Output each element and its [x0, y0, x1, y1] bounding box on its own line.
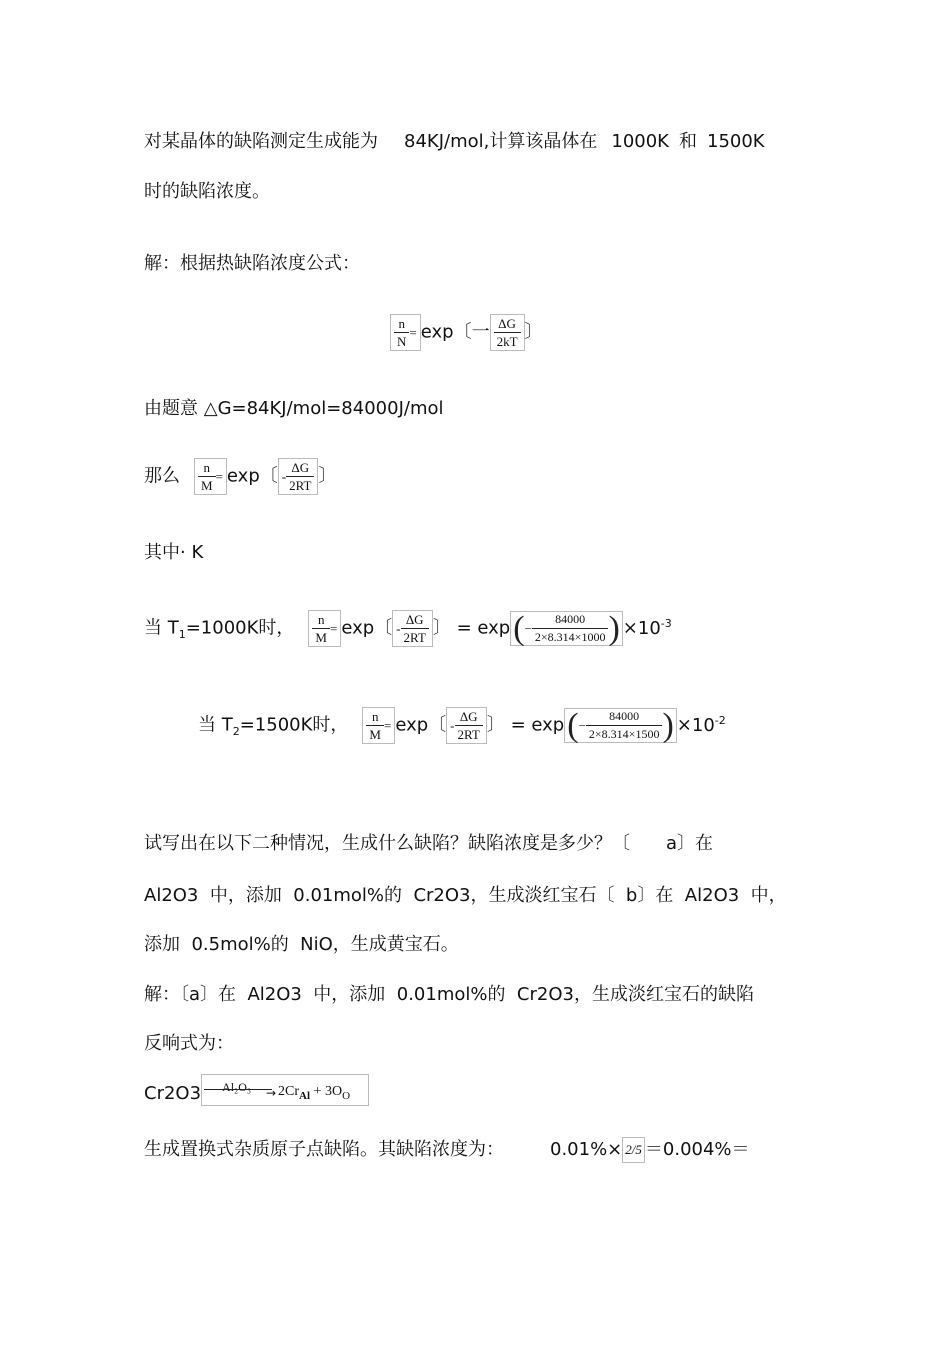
solution2-line2: 反响式为：: [144, 1033, 234, 1054]
exponent-fraction-1000: ( − $\frac{84000}{2\times 8.314\times 1000}$ ): [510, 611, 623, 646]
reaction-arrow: Al₂O₃ → $2Cr_{Al} + 3O_O$: [201, 1074, 369, 1106]
solution1-intro: 解：根据热缺陷浓度公式：: [144, 253, 360, 274]
problem1-line1: 对某晶体的缺陷测定生成能为 84KJ/mol,计算该晶体在 1000K 和 1500K: [144, 131, 765, 152]
concentration-line: 生成置换式杂质原子点缺陷。其缺陷浓度为： 0.01%× 2/5 ＝0.004%＝: [144, 1137, 750, 1163]
n-over-M-fraction: $\frac{n}{M}$ =: [308, 610, 341, 647]
dG-over-2kT-fraction: $\frac{\Delta G}{2kT}$: [490, 314, 525, 351]
case-t1000: 当 $T_1=1000K$时， $\frac{n}{M}$ = exp〔 - $\frac{\Delta G}{2RT}$ 〕 = exp ( − $\frac{84000}{2\times 8.314\times 1000}$ ) $\times 10^{-3}$: [144, 609, 672, 647]
two-fifths-fraction: 2/5: [622, 1137, 645, 1163]
then-formula: 那么 $\frac{n}{M}$ = exp〔 - $\frac{\Delta G}{2RT}$ 〕: [144, 460, 337, 493]
problem1-line2: 时的缺陷浓度。: [144, 181, 270, 202]
dG-over-2RT-fraction: - $\frac{\Delta G}{2RT}$: [278, 458, 319, 495]
n-over-M-fraction: $\frac{n}{M}$ =: [362, 707, 395, 744]
problem2-line3: 添加 0.5mol%的 NiO，生成黄宝石。: [144, 934, 459, 955]
solution2-line1: 解：〔a〕在 Al2O3 中，添加 0.01mol%的 Cr2O3，生成淡红宝石的缺陷: [144, 984, 754, 1005]
dG-over-2RT-fraction: - $\frac{\Delta G}{2RT}$: [392, 610, 433, 647]
where-line: 其中· K: [144, 542, 204, 563]
exponent-fraction-1500: ( − $\frac{84000}{2\times 8.314\times 1500}$ ): [564, 708, 677, 743]
case-t1500: 当 $T_2=1500K$时， $\frac{n}{M}$ = exp〔 - $\frac{\Delta G}{2RT}$ 〕 = exp ( − $\frac{84000}{2\times 8.314\times 1500}$ ) $\times 10^{-2}$: [198, 706, 726, 744]
n-over-N-fraction: $\frac{n}{N}$ =: [390, 314, 421, 351]
defect-reaction: Cr2O3 Al₂O₃ → $2Cr_{Al} + 3O_O$: [144, 1074, 369, 1106]
given-delta-g: 由题意 △G=84KJ/mol=84000J/mol: [144, 398, 444, 419]
problem2-line1: 试写出在以下二种情况，生成什么缺陷？缺陷浓度是多少？〔 a〕在: [144, 833, 714, 854]
heat-defect-formula: $\frac{n}{N}$ = exp〔一 $\frac{\Delta G}{2kT}$ 〕: [390, 314, 543, 351]
problem2-line2: Al2O3 中，添加 0.01mol%的 Cr2O3，生成淡红宝石〔 b〕在 Al2O3 中，: [144, 885, 787, 906]
dG-over-2RT-fraction: - $\frac{\Delta G}{2RT}$: [446, 707, 487, 744]
n-over-M-fraction: $\frac{n}{M}$ =: [194, 458, 227, 495]
